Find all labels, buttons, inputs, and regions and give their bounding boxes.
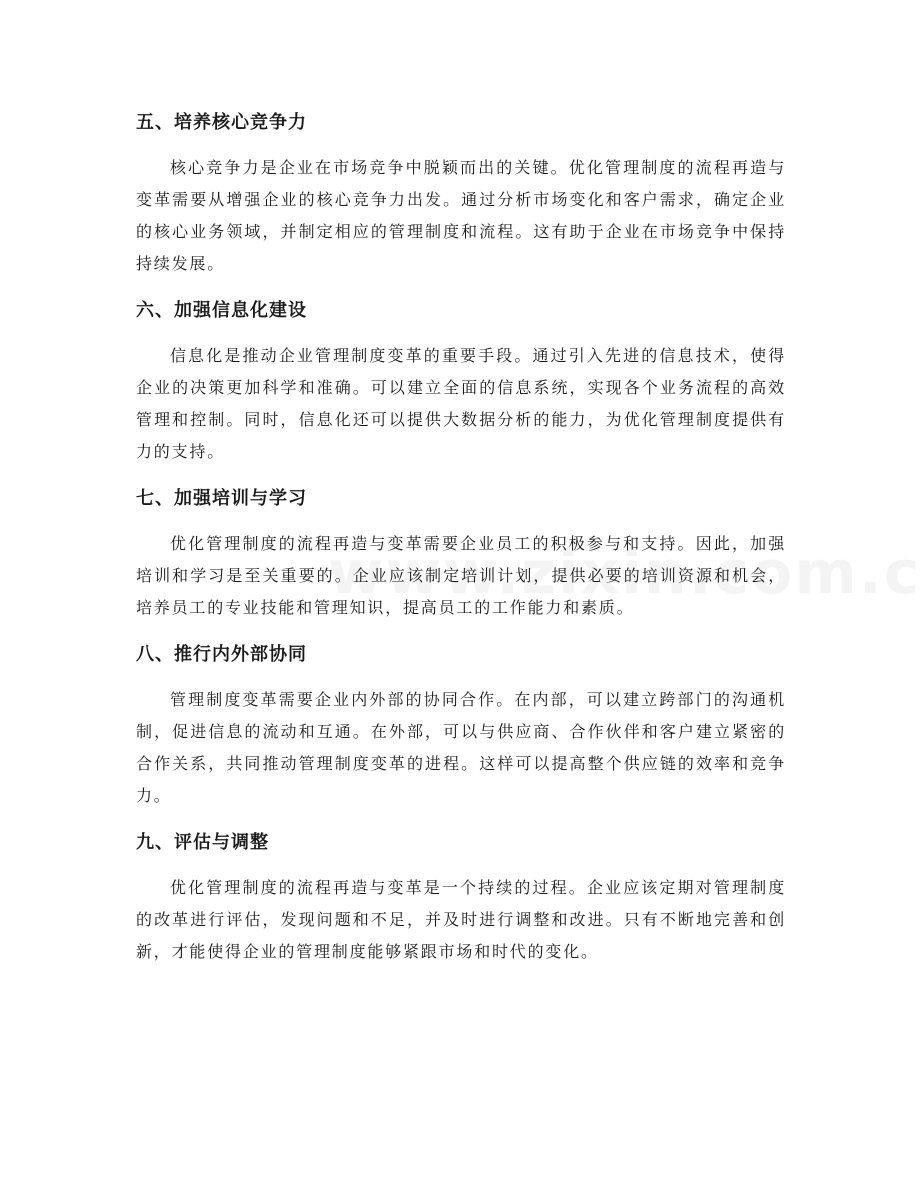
section-heading: 六、加强信息化建设: [136, 300, 307, 321]
section-heading: 九、评估与调整: [136, 832, 269, 853]
section-5: [136, 104, 786, 280]
section-paragraph: 优化管理制度的流程再造与变革是一个持续的过程。企业应该定期对管理制度的改革进行评估，发现问题和不足，并及时进行调整和改进。只有不断地完善和创新，才能使得企业的管理制度能够紧跟市场和时代的变化。: [136, 878, 786, 961]
section-7: [136, 480, 786, 624]
section-8: [136, 636, 786, 812]
section-paragraph: 信息化是推动企业管理制度变革的重要手段。通过引入先进的信息技术，使得企业的决策更加科学和准确。可以建立全面的信息系统，实现各个业务流程的高效管理和控制。同时，信息化还可以提供大数据分析的能力，为优化管理制度提供有力的支持。: [136, 346, 786, 461]
section-heading: 七、加强培训与学习: [136, 488, 307, 509]
document-content: [136, 104, 786, 980]
section-9: [136, 824, 786, 968]
section-heading: 五、培养核心竞争力: [136, 112, 307, 133]
section-paragraph: 优化管理制度的流程再造与变革需要企业员工的积极参与和支持。因此，加强培训和学习是至关重要的。企业应该制定培训计划，提供必要的培训资源和机会，培养员工的专业技能和管理知识，提高员工的工作能力和素质。: [136, 534, 786, 617]
section-heading: 八、推行内外部协同: [136, 644, 307, 665]
section-paragraph: 管理制度变革需要企业内外部的协同合作。在内部，可以建立跨部门的沟通机制，促进信息的流动和互通。在外部，可以与供应商、合作伙伴和客户建立紧密的合作关系，共同推动管理制度变革的进程。这样可以提高整个供应链的效率和竞争力。: [136, 690, 786, 805]
section-paragraph: 核心竞争力是企业在市场竞争中脱颖而出的关键。优化管理制度的流程再造与变革需要从增强企业的核心竞争力出发。通过分析市场变化和客户需求，确定企业的核心业务领域，并制定相应的管理制度和流程。这有助于企业在市场竞争中保持持续发展。: [136, 158, 786, 273]
section-6: [136, 292, 786, 468]
